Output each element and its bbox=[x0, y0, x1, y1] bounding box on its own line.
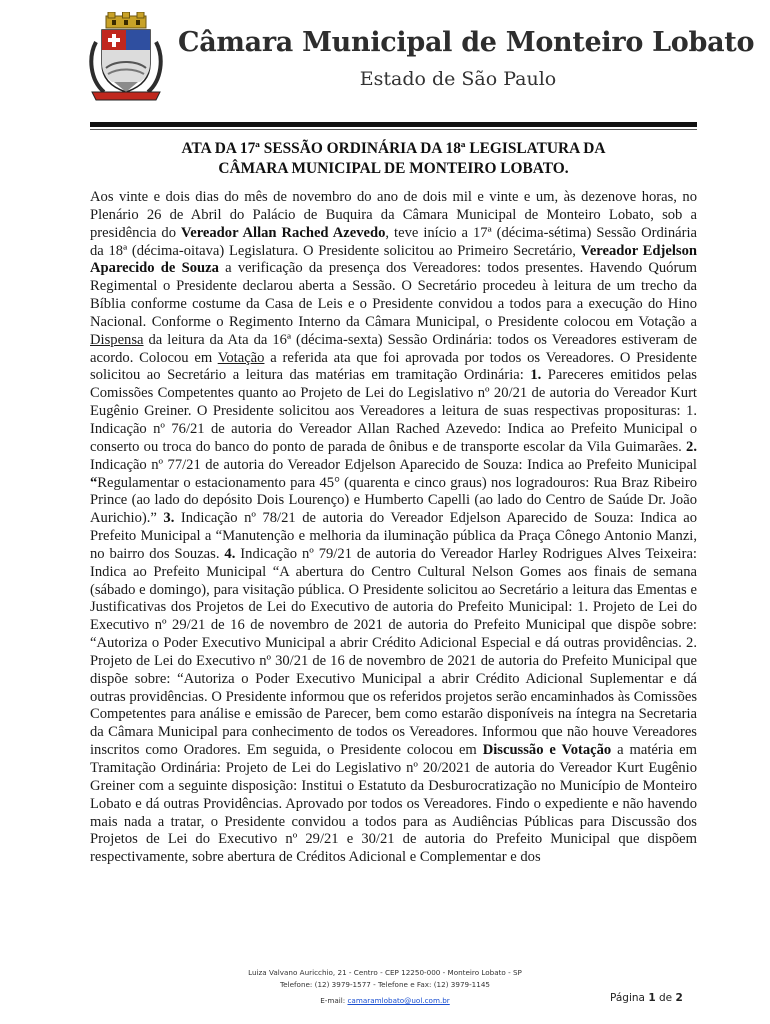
body-segment: 4. bbox=[224, 545, 236, 562]
body-segment: Votação bbox=[217, 349, 265, 366]
institution-subtitle: Estado de São Paulo bbox=[359, 68, 557, 90]
page-footer bbox=[0, 964, 770, 1024]
body-segment: Dispensa bbox=[90, 331, 144, 348]
heading-line-1: ATA DA 17ª SESSÃO ORDINÁRIA DA 18ª LEGISLATURA DA bbox=[181, 140, 606, 157]
body-segment: Indicação nº 78/21 de autoria do Vereador Edjelson Aparecido de Souza: Indica ao Prefeito Municipal a “Manutenção e melhoria da iluminação pública da Praça Cônego Antonio Manzi, no bairro dos Souzas. bbox=[90, 510, 697, 562]
coat-of-arms-icon bbox=[88, 12, 164, 102]
body-segment: Aos vinte e dois dias do mês de novembro do ano de dois mil e vinte e um, às dezenove horas, no Plenário 26 de Abril do Palácio de Buquira da Câmara Municipal de Monteiro Lobato, sob a presidência do bbox=[90, 189, 697, 241]
body-segment: Regulamentar o estacionamento para 45° (quarenta e cinco graus) nos logradouros: Rua Braz Ribeiro Prince (ao lado do depósito Dois Lourenço) e Humberto Capelli (ao lado do Centro de Saúde Dr. João Aurichio).” bbox=[90, 474, 697, 527]
body-segment: a referida ata que foi aprovada por todos os Vereadores. O Presidente solicitou ao Secretário a leitura das matérias em tramitação Ordinária: bbox=[90, 349, 697, 384]
body-segment: a verificação da presença dos Vereadores: todos presentes. Havendo Quórum Regimental o Presidente declarou aberta a Sessão. O Secretário procedeu à leitura de um trecho da Bíblia conforme costume da Casa de Leis e o Presidente convidou a todos para a execução do Hino Nacional. Conforme o Regimento Interno da Câmara Municipal, o Presidente colocou em Votação a bbox=[90, 260, 697, 330]
footer-email-link[interactable]: camaramlobato@uol.com.br bbox=[347, 996, 450, 1005]
minutes-body bbox=[90, 189, 697, 867]
footer-address: Luiza Valvano Auricchio, 21 - Centro - CEP 12250-000 - Monteiro Lobato - SP bbox=[248, 968, 522, 977]
header-divider-thin bbox=[90, 129, 697, 130]
page-number bbox=[610, 992, 683, 1004]
body-segment: Pareceres emitidos pelas Comissões Competentes quanto ao Projeto de Lei do Legislativo nº 20/21 de autoria do Vereador Kurt Eugênio Greiner. O Presidente solicitou aos Vereadores a leitura de suas respectivas proposituras: 1. Indicação nº 76/21 de autoria do Vereador Allan Rached Azevedo: Indica ao Prefeito Municipal o conserto ou troca do banco do ponto de parada de ônibus e de transporte escolar da Vila Guimarães. bbox=[90, 367, 697, 455]
body-segment: 3. bbox=[163, 510, 175, 527]
body-segment: 1. bbox=[530, 367, 542, 384]
page-of: de bbox=[655, 992, 676, 1004]
body-segment: Indicação nº 79/21 de autoria do Vereador Harley Rodrigues Alves Teixeira: Indica ao Prefeito Municipal “A abertura do Centro Cultural Nelson Gomes aos finais de semana (sábado e domingo), para visitação pública. O Presidente solicitou ao Secretário a leitura das Ementas e Justificativas dos Projetos de Lei do Executivo de autoria do Prefeito Municipal: 1. Projeto de Lei do Executivo nº 29/21 de 16 de novembro de 2021 de autoria do Prefeito Municipal que dispõe sobre: “Autoriza o Poder Executivo Municipal a abrir Crédito Adicional Especial e dá outras providências. 2. Projeto de Lei do Executivo nº 30/21 de 16 de novembro de 2021 de autoria do Prefeito Municipal que dispõe sobre: “Autoriza o Poder Executivo Municipal a abrir Crédito Adicional Suplementar e dá outras providências. O Presidente informou que os referidos projetos serão encaminhados às Comissões Competentes para análise e emissão de Parecer, bem como estarão disponíveis na íntegra na Secretaria da Câmara Municipal para conhecimento de todos os Vereadores. Informou que não houve Vereadores inscritos como Oradores. Em seguida, o Presidente colocou em bbox=[90, 545, 697, 759]
page-label: Página bbox=[610, 992, 649, 1004]
institution-title: Câmara Municipal de Monteiro Lobato bbox=[178, 27, 755, 58]
body-segment: Discussão e Votação bbox=[482, 742, 612, 759]
body-segment: 2. bbox=[686, 438, 697, 455]
header-divider bbox=[90, 122, 697, 127]
body-segment: Indicação nº 77/21 de autoria do Vereador Edjelson Aparecido de Souza: Indica ao Prefeito Municipal bbox=[90, 456, 697, 473]
body-segment: “ bbox=[90, 474, 98, 491]
body-segment: a matéria em Tramitação Ordinária: Projeto de Lei do Legislativo nº 20/2021 de autoria do Vereador Kurt Eugênio Greiner com a seguinte disposição: Institui o Estatuto da Desburocratização no Município de Monteiro Lobato e dá outras Providências. Aprovado por todos os Vereadores. Findo o expediente e não havendo mais nada a tratar, o Presidente convidou a todos para as Audiências Públicas para Discussão dos Projetos de Lei do Executivo nº 29/21 e 30/21 de autoria do Prefeito Municipal que dispõem respectivamente, sobre abertura de Créditos Adicional e Complementar e dos bbox=[90, 742, 697, 866]
body-segment: Vereador Edjelson Aparecido de Souza bbox=[90, 242, 697, 277]
heading-line-2: CÂMARA MUNICIPAL DE MONTEIRO LOBATO. bbox=[218, 160, 569, 177]
footer-email-label: E-mail: bbox=[320, 996, 348, 1005]
body-segment: , teve início a 17ª (décima-sétima) Sessão Ordinária da 18ª (décima-oitava) Legislatura. O Presidente solicitou ao Primeiro Secretário, bbox=[90, 224, 698, 259]
letterhead bbox=[0, 0, 770, 130]
body-segment: Vereador Allan Rached Azevedo bbox=[181, 224, 386, 241]
body-segment: da leitura da Ata da 16ª (décima-sexta) Sessão Ordinária: todos os Vereadores estiveram de acordo. Colocou em bbox=[90, 331, 697, 366]
footer-phone: Telefone: (12) 3979-1577 - Telefone e Fax: (12) 3979-1145 bbox=[280, 980, 490, 989]
document-heading bbox=[90, 139, 697, 179]
page-total: 2 bbox=[675, 992, 683, 1004]
page-current: 1 bbox=[648, 992, 656, 1004]
